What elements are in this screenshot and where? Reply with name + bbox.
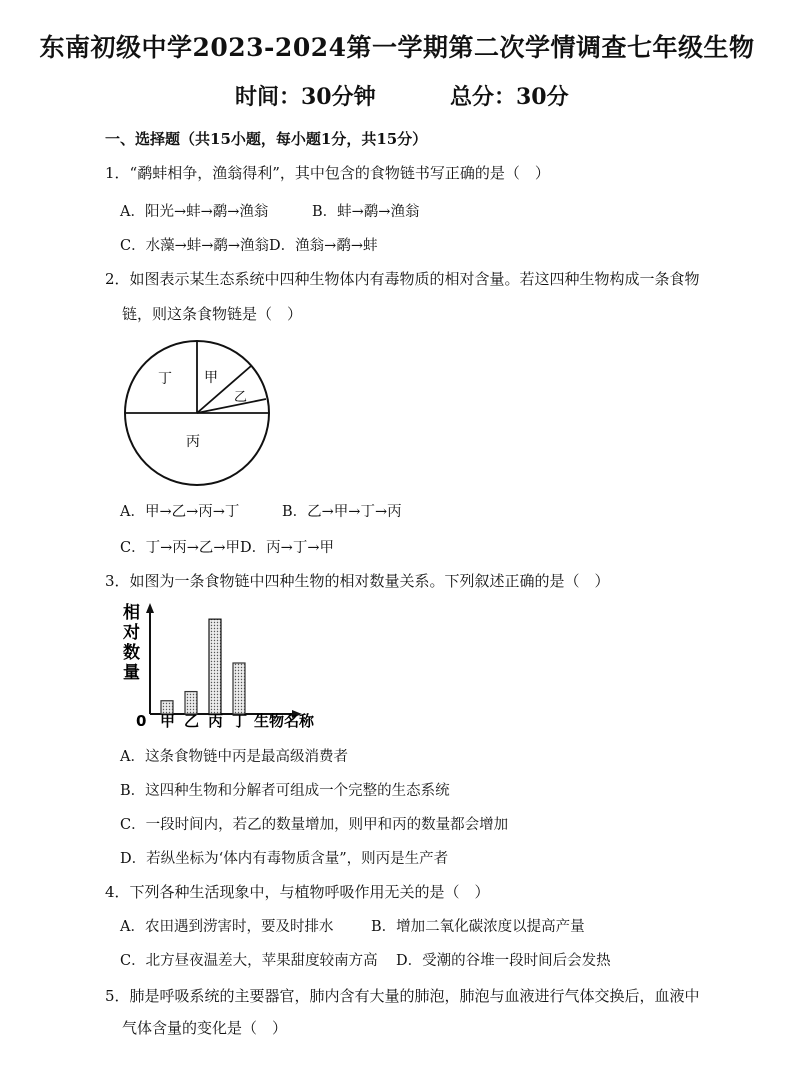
pie-divider-yi <box>197 399 266 413</box>
bar-乙 <box>185 692 197 714</box>
pie-label-bing: 丙 <box>186 434 200 450</box>
q1-option-c-d: C．水藻→蚌→鹬→渔翁D．渔翁→鹬→蚌 <box>120 238 378 254</box>
q4-option-c: C．北方昼夜温差大，苹果甜度较南方高 <box>120 953 378 969</box>
exam-title: 东南初级中学2023-2024第一学期第二次学情调查七年级生物 <box>39 33 755 62</box>
q1-option-b: B．蚌→鹬→渔翁 <box>312 204 420 220</box>
q5-stem-line1: 5．肺是呼吸系统的主要器官，肺内含有大量的肺泡，肺泡与血液进行气体交换后，血液中 <box>105 987 700 1005</box>
q3-option-d: D．若纵坐标为‘体内有毒物质含量”，则丙是生产者 <box>120 851 449 867</box>
origin-label: 0 <box>136 712 147 730</box>
exam-time: 时间：30分钟 <box>235 84 376 110</box>
x-axis-label: 生物名称 <box>254 712 315 730</box>
exam-total-score: 总分：30分 <box>450 84 569 110</box>
q3-option-a: A．这条食物链中丙是最高级消费者 <box>120 749 348 765</box>
y-axis-label-char: 对 <box>123 623 140 643</box>
q1-option-a: A．阳光→蚌→鹬→渔翁 <box>120 204 269 220</box>
pie-label-ding: 丁 <box>158 371 172 387</box>
bar-丁 <box>233 663 245 714</box>
q5-stem-line2: 气体含量的变化是（ ） <box>122 1019 288 1037</box>
y-axis-label-char: 数 <box>123 643 140 663</box>
q2-stem-line1: 2．如图表示某生态系统中四种生物体内有毒物质的相对含量。若这四种生物构成一条食物 <box>105 270 700 288</box>
q2-option-c-d: C．丁→丙→乙→甲D．丙→丁→甲 <box>120 540 334 556</box>
x-tick-label: 甲 <box>160 712 176 730</box>
q2-option-a: A．甲→乙→丙→丁 <box>120 504 240 520</box>
q3-option-b: B．这四种生物和分解者可组成一个完整的生态系统 <box>120 783 450 799</box>
section-heading: 一、选择题（共15小题，每小题1分，共15分） <box>105 130 428 148</box>
q3-option-c: C．一段时间内，若乙的数量增加，则甲和丙的数量都会增加 <box>120 817 509 833</box>
q3-stem: 3．如图为一条食物链中四种生物的相对数量关系。下列叙述正确的是（ ） <box>105 572 610 590</box>
q1-stem: 1．“鹬蚌相争，渔翁得利”，其中包含的食物链书写正确的是（ ） <box>105 164 550 182</box>
bar-丙 <box>209 619 221 714</box>
q4-option-a: A．农田遇到涝害时，要及时排水 <box>120 919 334 935</box>
q4-stem: 4．下列各种生活现象中，与植物呼吸作用无关的是（ ） <box>105 883 490 901</box>
pie-label-yi: 乙 <box>234 390 248 405</box>
q2-stem-line2: 链，则这条食物链是（ ） <box>122 305 303 323</box>
q2-option-b: B．乙→甲→丁→丙 <box>282 504 402 520</box>
q3-bar-chart <box>120 600 360 735</box>
x-tick-label: 乙 <box>184 712 200 730</box>
y-axis-label-char: 相 <box>123 603 140 623</box>
x-tick-label: 丁 <box>232 712 248 730</box>
q4-option-b: B．增加二氧化碳浓度以提高产量 <box>371 919 585 935</box>
y-axis-label-char: 量 <box>123 663 140 683</box>
y-axis-label <box>123 602 140 683</box>
y-axis-arrow <box>146 603 154 613</box>
pie-label-jia: 甲 <box>204 370 218 386</box>
q2-pie-figure <box>120 338 280 498</box>
q4-option-d: D．受潮的谷堆一段时间后会发热 <box>396 953 611 969</box>
x-tick-label: 丙 <box>208 712 224 730</box>
